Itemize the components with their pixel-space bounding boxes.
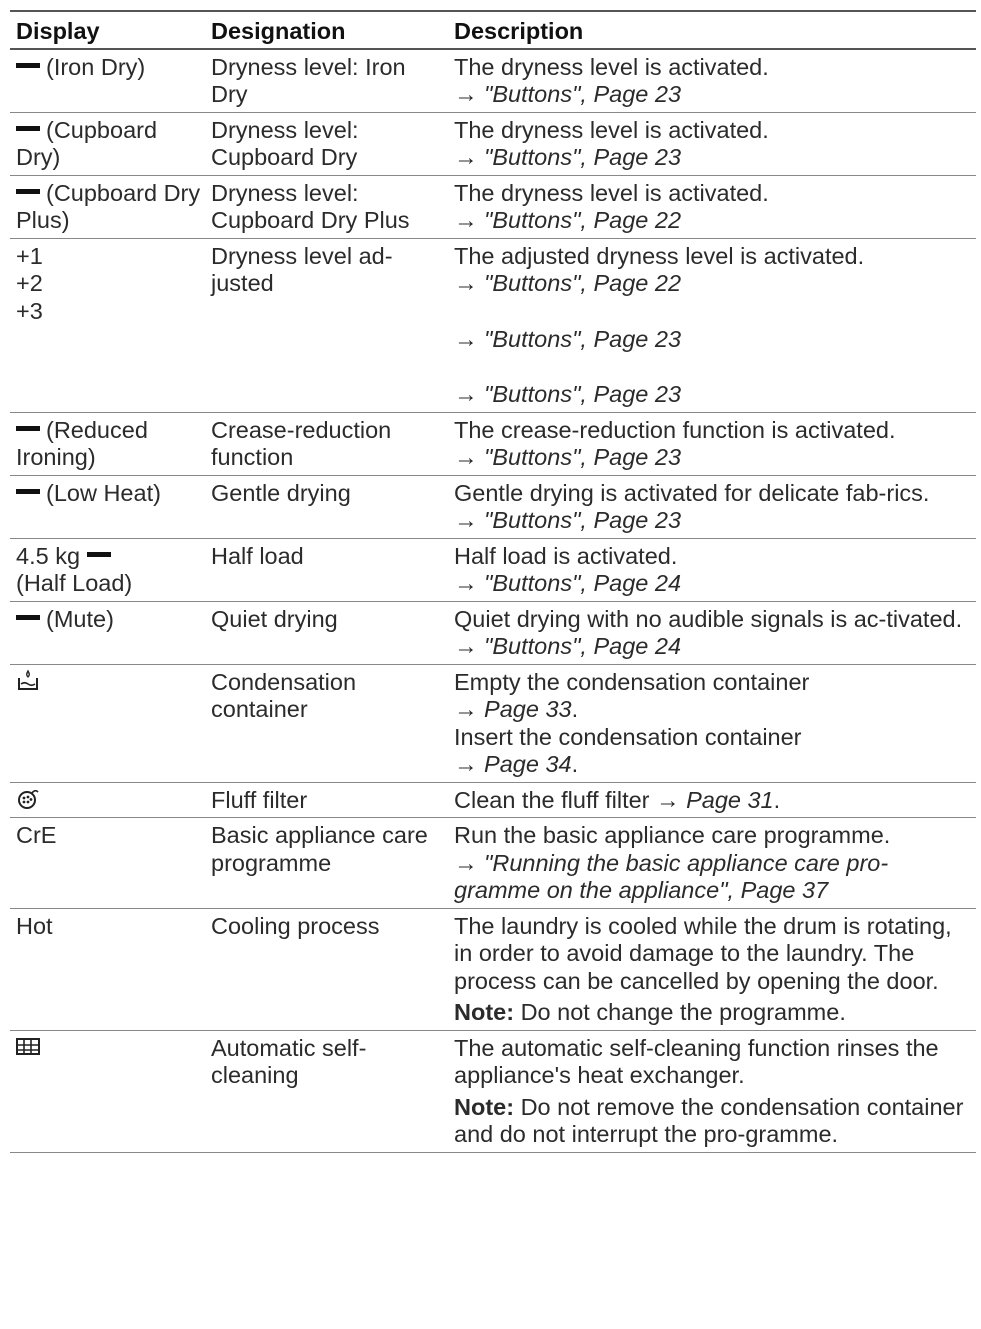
description-text: Run the basic appliance care programme. xyxy=(454,822,891,848)
description-text: The dryness level is activated. xyxy=(454,179,769,206)
description-cell xyxy=(448,175,976,238)
display-label: +1 xyxy=(16,242,43,269)
designation-cell: Crease-reduction function xyxy=(205,412,448,475)
page-reference-link[interactable]: → "Buttons", Page 23 xyxy=(454,144,682,170)
page-reference-link[interactable]: → Page 33. xyxy=(454,696,579,722)
arrow-icon: → xyxy=(454,144,478,170)
page-reference-link[interactable]: → "Buttons", Page 23 xyxy=(454,381,682,407)
arrow-icon: → xyxy=(656,786,680,813)
page-reference-link[interactable]: → "Running the basic appliance care pro-gramme on the appliance", Page 37 xyxy=(454,849,889,903)
display-cell xyxy=(10,412,205,475)
arrow-icon: → xyxy=(454,207,478,233)
dash-indicator-icon xyxy=(16,126,40,131)
note-label: Note: xyxy=(454,999,515,1025)
arrow-icon: → xyxy=(454,81,478,107)
designation-cell: Dryness level: Iron Dry xyxy=(205,49,448,113)
description-text: Clean the fluff filter xyxy=(454,786,650,813)
page-reference-link[interactable]: → "Buttons", Page 23 xyxy=(454,81,682,107)
display-cell xyxy=(10,538,205,601)
dash-indicator-icon xyxy=(16,489,40,494)
heat-exchanger-icon xyxy=(16,1036,40,1058)
description-cell xyxy=(448,112,976,175)
page-reference-link[interactable]: → Page 31. xyxy=(656,786,781,813)
description-text: Gentle drying is activated for delicate fab-rics. xyxy=(454,479,930,506)
page-reference-link[interactable]: → "Buttons", Page 23 xyxy=(454,444,682,470)
description-cell xyxy=(448,1030,976,1152)
display-prefix: 4.5 kg xyxy=(16,542,81,569)
table-header-row xyxy=(10,11,976,49)
table-row xyxy=(10,475,976,538)
table-row xyxy=(10,238,976,412)
table-row xyxy=(10,538,976,601)
display-symbols-table xyxy=(10,10,976,1153)
designation-cell: Quiet drying xyxy=(205,601,448,664)
page-reference-link[interactable]: → "Buttons", Page 22 xyxy=(454,207,682,233)
display-label: +2 xyxy=(16,270,43,296)
description-text: Half load is activated. xyxy=(454,542,678,569)
description-cell xyxy=(448,908,976,1030)
designation-cell: Cooling process xyxy=(205,908,448,1030)
page-reference-link[interactable]: → "Buttons", Page 22 xyxy=(454,270,682,296)
display-cell xyxy=(10,1030,205,1152)
arrow-icon: → xyxy=(454,444,478,470)
display-cell xyxy=(10,782,205,818)
designation-cell: Dryness level ad-justed xyxy=(205,238,448,412)
fluff-filter-icon xyxy=(16,788,40,810)
display-cell xyxy=(10,601,205,664)
display-label: (Mute) xyxy=(46,605,114,632)
arrow-icon: → xyxy=(454,570,478,596)
description-cell xyxy=(448,49,976,113)
display-label: (Iron Dry) xyxy=(46,53,146,80)
page-reference-link[interactable]: → "Buttons", Page 24 xyxy=(454,633,682,659)
display-cell: CrE xyxy=(10,818,205,909)
arrow-icon: → xyxy=(454,849,478,876)
description-cell xyxy=(448,238,976,412)
description-text: The dryness level is activated. xyxy=(454,116,769,143)
display-label: (Reduced Ironing) xyxy=(16,416,148,470)
dash-indicator-icon xyxy=(16,63,40,68)
description-text: Quiet drying with no audible signals is ac-tivated. xyxy=(454,605,963,632)
header-description: Description xyxy=(448,11,976,49)
table-row xyxy=(10,908,976,1030)
designation-cell: Automatic self-cleaning xyxy=(205,1030,448,1152)
description-cell xyxy=(448,818,976,909)
arrow-icon: → xyxy=(454,381,478,407)
display-label: +3 xyxy=(16,297,43,324)
display-label: (Half Load) xyxy=(16,570,133,596)
table-row xyxy=(10,664,976,782)
description-text: The adjusted dryness level is activated. xyxy=(454,242,865,269)
description-cell xyxy=(448,538,976,601)
description-cell xyxy=(448,412,976,475)
display-label: (Cupboard Dry Plus) xyxy=(16,179,201,233)
display-label: (Cupboard Dry) xyxy=(16,116,158,170)
display-cell xyxy=(10,175,205,238)
description-cell xyxy=(448,601,976,664)
description-text: The dryness level is activated. xyxy=(454,53,769,80)
arrow-icon: → xyxy=(454,270,478,296)
description-text: The laundry is cooled while the drum is rotating, in order to avoid damage to the laundry. The process can be cancelled by opening the door. xyxy=(454,912,952,994)
dash-indicator-icon xyxy=(16,426,40,431)
designation-cell: Dryness level: Cupboard Dry Plus xyxy=(205,175,448,238)
designation-cell: Basic appliance care programme xyxy=(205,818,448,909)
condensation-container-icon xyxy=(16,670,40,692)
description-cell xyxy=(448,475,976,538)
designation-cell: Dryness level: Cupboard Dry xyxy=(205,112,448,175)
table-row xyxy=(10,818,976,909)
description-cell xyxy=(448,782,976,818)
table-row xyxy=(10,782,976,818)
note-text: Note: Do not change the programme. xyxy=(454,999,846,1025)
display-cell xyxy=(10,49,205,113)
designation-cell: Gentle drying xyxy=(205,475,448,538)
table-row xyxy=(10,1030,976,1152)
page-reference-link[interactable]: → "Buttons", Page 23 xyxy=(454,507,682,533)
page-reference-link[interactable]: → Page 34. xyxy=(454,751,579,777)
table-row xyxy=(10,412,976,475)
display-cell xyxy=(10,238,205,412)
description-text: Insert the condensation container xyxy=(454,723,802,750)
table-row xyxy=(10,112,976,175)
display-cell: Hot xyxy=(10,908,205,1030)
display-cell xyxy=(10,475,205,538)
header-display: Display xyxy=(10,11,205,49)
designation-cell: Condensation container xyxy=(205,664,448,782)
arrow-icon: → xyxy=(454,751,478,777)
description-text: The automatic self-cleaning function rinses the appliance's heat exchanger. xyxy=(454,1034,939,1088)
arrow-icon: → xyxy=(454,696,478,722)
note-text: Note: Do not remove the condensation container and do not interrupt the pro-gramme. xyxy=(454,1093,964,1147)
table-row xyxy=(10,601,976,664)
display-cell xyxy=(10,664,205,782)
designation-cell: Half load xyxy=(205,538,448,601)
description-text: Empty the condensation container xyxy=(454,668,810,695)
description-cell xyxy=(448,664,976,782)
display-cell xyxy=(10,112,205,175)
table-row xyxy=(10,175,976,238)
description-text: The crease-reduction function is activated. xyxy=(454,416,896,443)
designation-cell: Fluff filter xyxy=(205,782,448,818)
arrow-icon: → xyxy=(454,633,478,659)
page-reference-link[interactable]: → "Buttons", Page 24 xyxy=(454,570,682,596)
header-designation: Designation xyxy=(205,11,448,49)
dash-indicator-icon xyxy=(16,615,40,620)
arrow-icon: → xyxy=(454,507,478,533)
dash-indicator-icon xyxy=(16,189,40,194)
table-row xyxy=(10,49,976,113)
display-label: (Low Heat) xyxy=(46,479,161,506)
note-label: Note: xyxy=(454,1093,515,1120)
dash-indicator-icon xyxy=(87,552,111,557)
page-reference-link[interactable]: → "Buttons", Page 23 xyxy=(454,325,682,352)
arrow-icon: → xyxy=(454,325,478,352)
